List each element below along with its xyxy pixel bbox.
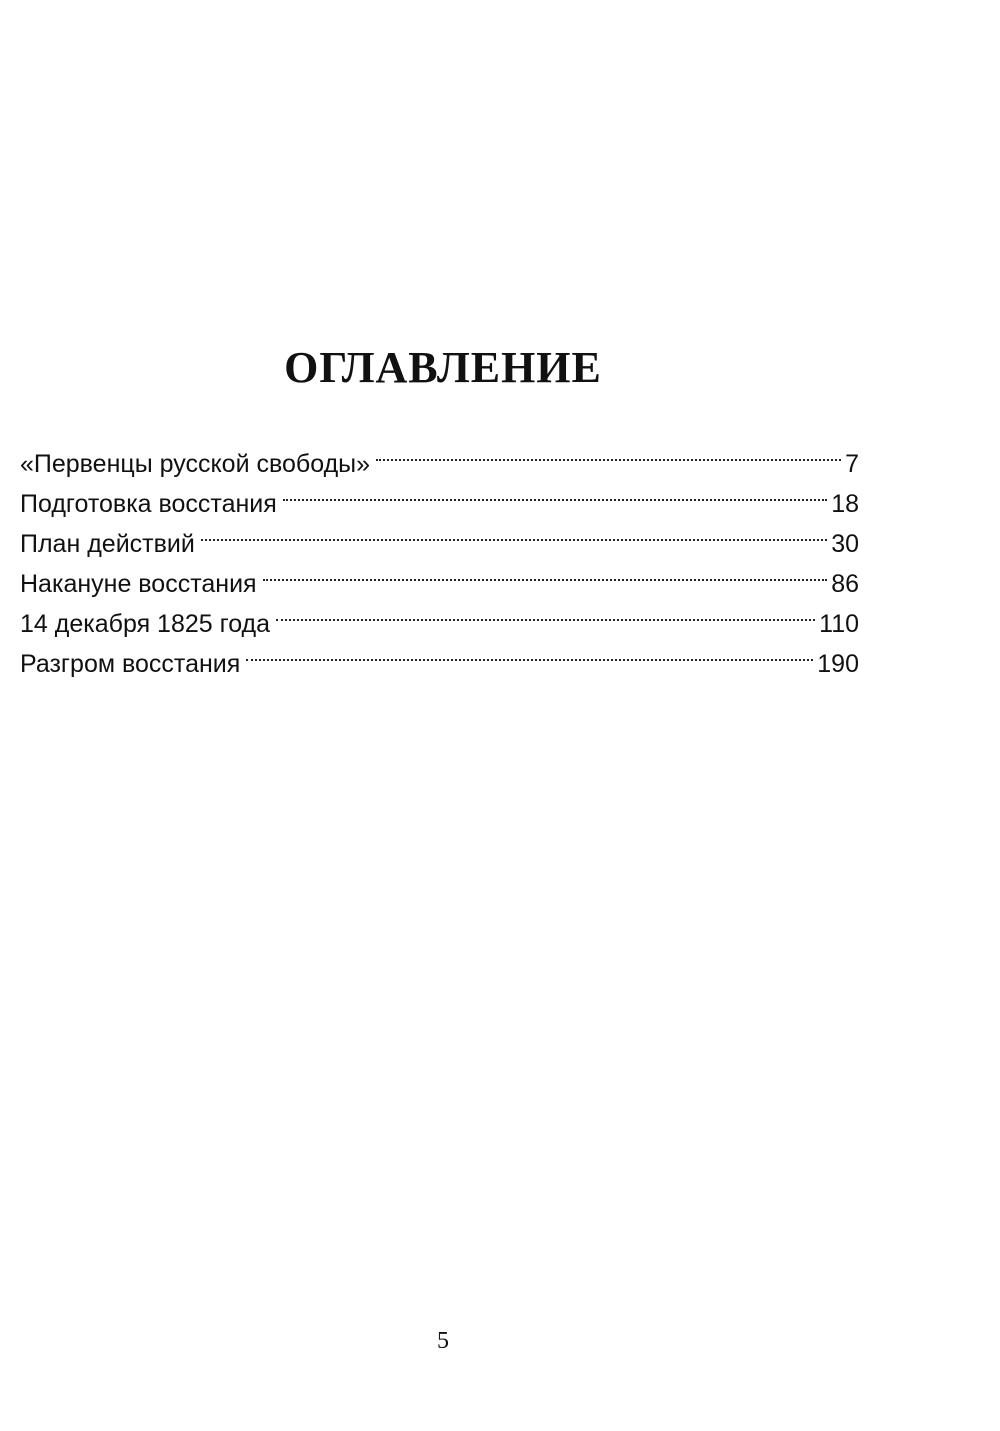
toc-entry-title: Накануне восстания <box>20 570 257 598</box>
toc-entry-page: 30 <box>831 530 859 558</box>
toc-entry-title: План действий <box>20 530 195 558</box>
toc-entry-page: 110 <box>819 610 859 638</box>
dot-leader <box>263 552 828 592</box>
toc-entry-title: «Первенцы русской свободы» <box>20 450 371 478</box>
dot-leader <box>283 472 827 512</box>
dot-leader <box>376 432 841 472</box>
toc-entry[interactable] <box>20 432 859 478</box>
toc-entry-title: Разгром восстания <box>20 650 241 678</box>
toc-entry-page: 190 <box>817 650 859 678</box>
dot-leader <box>276 592 815 632</box>
page-number: 5 <box>437 1328 449 1354</box>
toc-entry-title: 14 декабря 1825 года <box>20 610 271 638</box>
table-of-contents <box>20 432 859 678</box>
page-title: ОГЛАВЛЕНИЕ <box>284 343 602 392</box>
dot-leader <box>201 512 827 552</box>
toc-entry-title: Подготовка восстания <box>20 490 277 518</box>
dot-leader <box>246 632 813 672</box>
toc-entry-page: 18 <box>831 490 859 518</box>
toc-entry-page: 7 <box>845 450 859 478</box>
toc-entry-page: 86 <box>831 570 859 598</box>
